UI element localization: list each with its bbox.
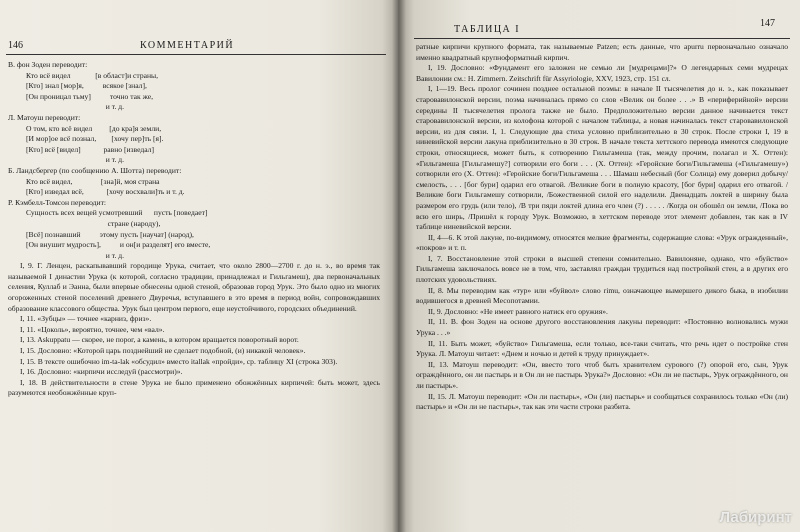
- verse-line: стране (народу),: [26, 218, 161, 228]
- commentary-paragraph: I, 11. «Цоколь», вероятно, точнее, чем «вал».: [20, 324, 165, 334]
- verse-line: [Кто] всё [видел] равно [изведал]: [26, 144, 154, 154]
- commentary-paragraph: I, 19. Дословно: «Фундамент его заложен не семью ли [мудрецами]?» О легендарных семи мудрецах Вавилонии см.: H. Zimmern. Zeitschrift für Assyriologie, XXV, 1923, стр. 151 сл.: [416, 63, 788, 83]
- verse-translation: [26, 208, 380, 261]
- verse-line: [И мор]ое всё познал, [хочу пер]ть [я].: [26, 134, 164, 144]
- commentary-paragraph: I, 9. Г. Ленцен, раскапывавший городище Урука, считает, что около 2800—2700 г. до н. э., во время так называемой I династии Урука (к которой, согласно традиции, принадлежал и Гильгамеш), два первоначальных селения, Куллаб и Эанна, были впервые обнесены одной стеной, образовав город Урук. Это было одно из многих огороженных стеной поселений древнего Двуречья, вступавшего в это время в период войн, сопровождавших образование классового общества. Урук был центром первого, еще неустойчивого, городских объединений.: [8, 261, 380, 313]
- verse-translation: [26, 177, 380, 198]
- verse-translation: [26, 71, 380, 113]
- left-header-rule: [6, 54, 386, 55]
- commentary-paragraph: II, 4—6. К этой лакуне, по-видимому, относятся мелкие фрагменты, содержащие слова: «Урук огражденный», «покров» и т. п.: [416, 232, 788, 253]
- commentary-paragraph: I, 15. В тексте ошибочно im-ta-lak «обсудил» вместо itallak «пройди», ср. таблицу XI (строка 303).: [20, 356, 338, 366]
- commentary-paragraph: II, 15. Л. Матоуш переводит: «Он ли пастырь», «Он (ли) пастырь» и сообщаться сохранилось только «Он (ли) пастырь» и «Он ли не пастырь», так как эти части строки разбита.: [416, 391, 788, 412]
- right-running-header: ТАБЛИЦА I: [454, 24, 521, 35]
- verse-translation: [26, 124, 380, 166]
- verse-line: [Он проницал тьму] точно так же,: [26, 91, 154, 101]
- right-page-number: 147: [760, 18, 775, 29]
- commentary-paragraph: ратные кирпичи крупного формата, так называемые Patzen; есть данные, что apurru первоначально означало именно квадратный крупноформатный кирпич.: [416, 42, 788, 62]
- right-page: [398, 0, 800, 532]
- commentary-paragraph: II, 8. Мы переводим как «тур» или «буйвол» слово rimu, означающее вымершего дикого быка, в изобилии водившегося в древней Месопотамии.: [416, 285, 788, 306]
- left-running-header: КОММЕНТАРИЙ: [140, 40, 235, 51]
- verse-line: О том, кто всё видел [до кра]я земли,: [26, 123, 162, 133]
- right-page-text: [416, 42, 788, 413]
- verse-line: [Кто] изведал всё, [хочу восхвали]ть и т. д.: [26, 187, 185, 197]
- commentary-paragraph: I, 13. Askuppatu — скорее, не порог, а камень, в котором вращается поворотный ворот.: [20, 335, 299, 345]
- verse-line: [Он внушит мудрость], и он[и разделят] его вместе,: [26, 240, 211, 250]
- verse-line: Кто всё видел, [зна]й, моя страна: [26, 176, 160, 186]
- translator-heading: В. фон Зоден переводит:: [8, 60, 88, 69]
- left-page: [0, 0, 398, 532]
- commentary-paragraph: I, 18. В действительности в стене Урука не было применено обожжённых кирпичей: быть может, здесь разумеются необожжённые круп-: [8, 377, 380, 398]
- verse-line: [Всё] познавший этому пусть [научат] (народ),: [26, 229, 194, 239]
- book-gutter: [392, 0, 406, 532]
- verse-line: Сущность всех вещей усмотревший пусть [поведает]: [26, 208, 208, 218]
- commentary-paragraph: I, 16. Дословно: «кирпичи исследуй (рассмотри)».: [20, 367, 183, 377]
- commentary-paragraph: I, 7. Восстановление этой строки в высшей степени сомнительно. Вавилоняне, однако, что «буйство» Гильгамеша заключалось вовсе не в том, что, заставлял граждан трудиться над постройкой стен, а в других его плотских удовольствиях.: [416, 253, 788, 285]
- verse-line: [Кто] знал [мор]я, всякое [знал],: [26, 81, 147, 91]
- commentary-paragraph: II, 9. Дословно: «Не имеет равного натиск его оружия».: [428, 306, 608, 316]
- verse-line: и т. д.: [26, 250, 125, 260]
- commentary-paragraph: I, 1—19. Весь пролог сочинен позднее остальной поэмы: в начале II тысячелетия до н. э., как показывает старовавилонской версии, поэма начиналась прямо со слов «Велик он более . . .» В «периферийной» версии середины II тысячелетия пролога также не было. Предположительно версии данное начинается текст старовавилонской версии, из колофона которой с началом таблицы, а новая начиналась текст старовавилонской версии, из для связи. I, 1. Следующие два стиха условно приблизительно в 30 строк. После строки I, 19 в ниневийской версии лакуна приблизительно в 30 строк. В начале текста хеттского перевода имеются следующие строки, относящиеся, может быть, к сотворению Гильгамеша (так, между прочим, полагал и Х. Оттен): «Гильгамеша [Гильгамешу?] сотворили его боги . . . (Х. Оттен): «Геройские боги/Гильгамеша («Гильгамешу») сотворили его (Х. Оттен): «Геройские боги/Гильгамеша . . . Шамаш небесный (бог Солнца) ему доверил добычу/смелость, . . . [бог бури] одарил его отвагой. /Великие боги в полную красоту, [бог бури] одарил его отвагой. /Великие боги Гильгамешу сотворили, /Божественной силой его наделили. Двенадцать локтей в ширину была размером его грудь (или тело), /В три пяди локтей длина его член (?) . . . . . /Когда он обошёл он земли, /Пока во всю его ширь, /Пришёл к городу Урук. Возможно, в хеттском переводе этот элемент добавлен, так как в IV таблице ниневийской версии.: [416, 84, 788, 232]
- commentary-paragraph: II, 11. Быть может, «буйство» Гильгамеша, если только, все-таки считать, что речь идет о постройке стен Урука. Л. Матоуш читает: «Днем и ночью и детей к труду принуждает».: [416, 338, 788, 359]
- translator-heading: Б. Ландсбергер (по сообщению А. Шотта) переводит:: [8, 165, 182, 175]
- commentary-paragraph: I, 15. Дословно: «Которой царь позднейший не сделает подобной, (и) никакой человек».: [20, 346, 306, 356]
- left-page-text: [8, 60, 380, 399]
- verse-line: Кто всё видел [в област]и страны,: [26, 70, 159, 80]
- left-page-number: 146: [8, 40, 23, 51]
- commentary-paragraph: II, 11. В. фон Зоден на основе другого восстановления лакуны переводит: «Постоянно волновались мужи Урука . . .»: [416, 317, 788, 338]
- right-header-rule: [414, 38, 790, 39]
- translator-heading: Р. Кэмбелл-Томсон переводит:: [8, 197, 106, 207]
- commentary-paragraph: II, 13. Матоуш переводит: «Он, ввесто того чтоб быть хранителем сурового (?) опорой его, сын, Урук ограждённого, он ли пастырь и в Он ли не пастырь Урука?» Дословно: «Он ли не пастырь, Урук ограждённого, он ли пастырь».: [416, 359, 788, 390]
- translator-heading: Л. Матоуш переводит:: [8, 112, 81, 122]
- commentary-paragraph: I, 11. «Зубцы» — точнее «карниз, фриз».: [20, 314, 152, 324]
- verse-line: и т. д.: [26, 155, 125, 165]
- watermark-logo: Лабиринт: [719, 509, 792, 526]
- verse-line: и т. д.: [26, 102, 125, 112]
